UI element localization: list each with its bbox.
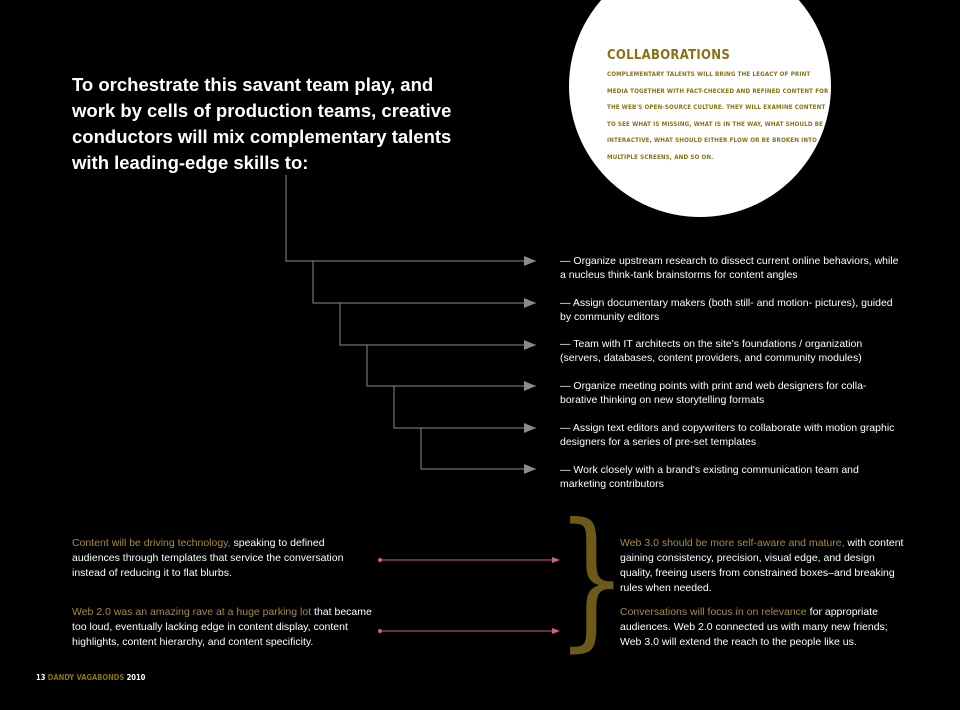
connector-4: [367, 345, 536, 386]
step-6: — Work closely with a brand's existing communication team and marketing contributors: [560, 464, 859, 490]
right-note-2-highlight: Conversations will focus in on relevance: [620, 606, 807, 618]
right-note-1-highlight: Web 3.0 should be more self-aware and mature,: [620, 537, 845, 549]
collaborations-body: COMPLEMENTARY TALENTS WILL BRING THE LEGACY OF PRINT MEDIA TOGETHER WITH FACT-CHECKED AND REFINED CONTENT FOR THE WEB'S OPEN-SOURCE CULTURE. THEY WILL EXAMINE CONTENT TO SEE WHAT IS MISSING, WHAT IS IN THE WAY, WHAT SHOULD BE INTERACTIVE, WHAT SHOULD EITHER FLOW OR BE BROKEN INTO MULTIPLE SCREENS, AND SO ON.: [607, 71, 829, 161]
right-note-2-text: for appropriate audiences. Web 2.0 connected us with many new friends; Web 3.0 will extend the reach to the people like us.: [620, 606, 888, 648]
right-note-2: [620, 605, 910, 650]
step-3: — Team with IT architects on the site's foundations / organization (servers, databases, content providers, and community modules): [560, 338, 863, 364]
connector-5: [394, 386, 536, 428]
left-note-2-text: that became too loud, eventually lacking edge in content display, content highlights, content hierarchy, and content specificity.: [72, 606, 372, 648]
page-heading: To orchestrate this savant team play, and work by cells of production teams, creative conductors will mix complementary talents with leading-edge skills to:: [72, 74, 452, 173]
step-4: — Organize meeting points with print and web designers for collaborative thinking on new storytelling formats: [560, 380, 867, 406]
right-note-1-text: with content gaining consistency, precision, visual edge, and design quality, freeing users from constrained boxes–and breaking rules when needed.: [620, 537, 904, 594]
footer-brand: DANDY VAGABONDS: [47, 673, 125, 682]
step-1: — Organize upstream research to dissect current online behaviors, while a nucleus think-tank brainstorms for content angles: [560, 255, 899, 281]
left-note-2: [72, 605, 372, 650]
right-note-1: [620, 536, 910, 596]
brace-icon: }: [556, 492, 628, 666]
left-note-1-highlight: Content will be driving technology,: [72, 537, 231, 549]
footer-year: 2010: [126, 673, 146, 682]
footer-page-number: 13: [36, 673, 46, 682]
pink-dot-2: [378, 629, 382, 633]
left-note-1-text: speaking to defined audiences through templates that service the conversation instead of reducing it to flat blurbs.: [72, 537, 344, 579]
connector-3: [340, 303, 536, 345]
left-note-2-highlight: Web 2.0 was an amazing rave at a huge parking lot: [72, 606, 312, 618]
collaborations-title: COLLABORATIONS: [607, 48, 731, 63]
step-2: — Assign documentary makers (both still- and motion- pictures), guided by community editors: [560, 297, 893, 323]
step-5: — Assign text editors and copywriters to collaborate with motion graphic designers for a series of pre-set templates: [560, 422, 895, 448]
connector-1: [286, 175, 536, 261]
left-note-1: [72, 536, 372, 581]
pink-dot-1: [378, 558, 382, 562]
connector-2: [313, 261, 536, 303]
connector-6: [421, 428, 536, 469]
page-footer: [36, 673, 145, 682]
